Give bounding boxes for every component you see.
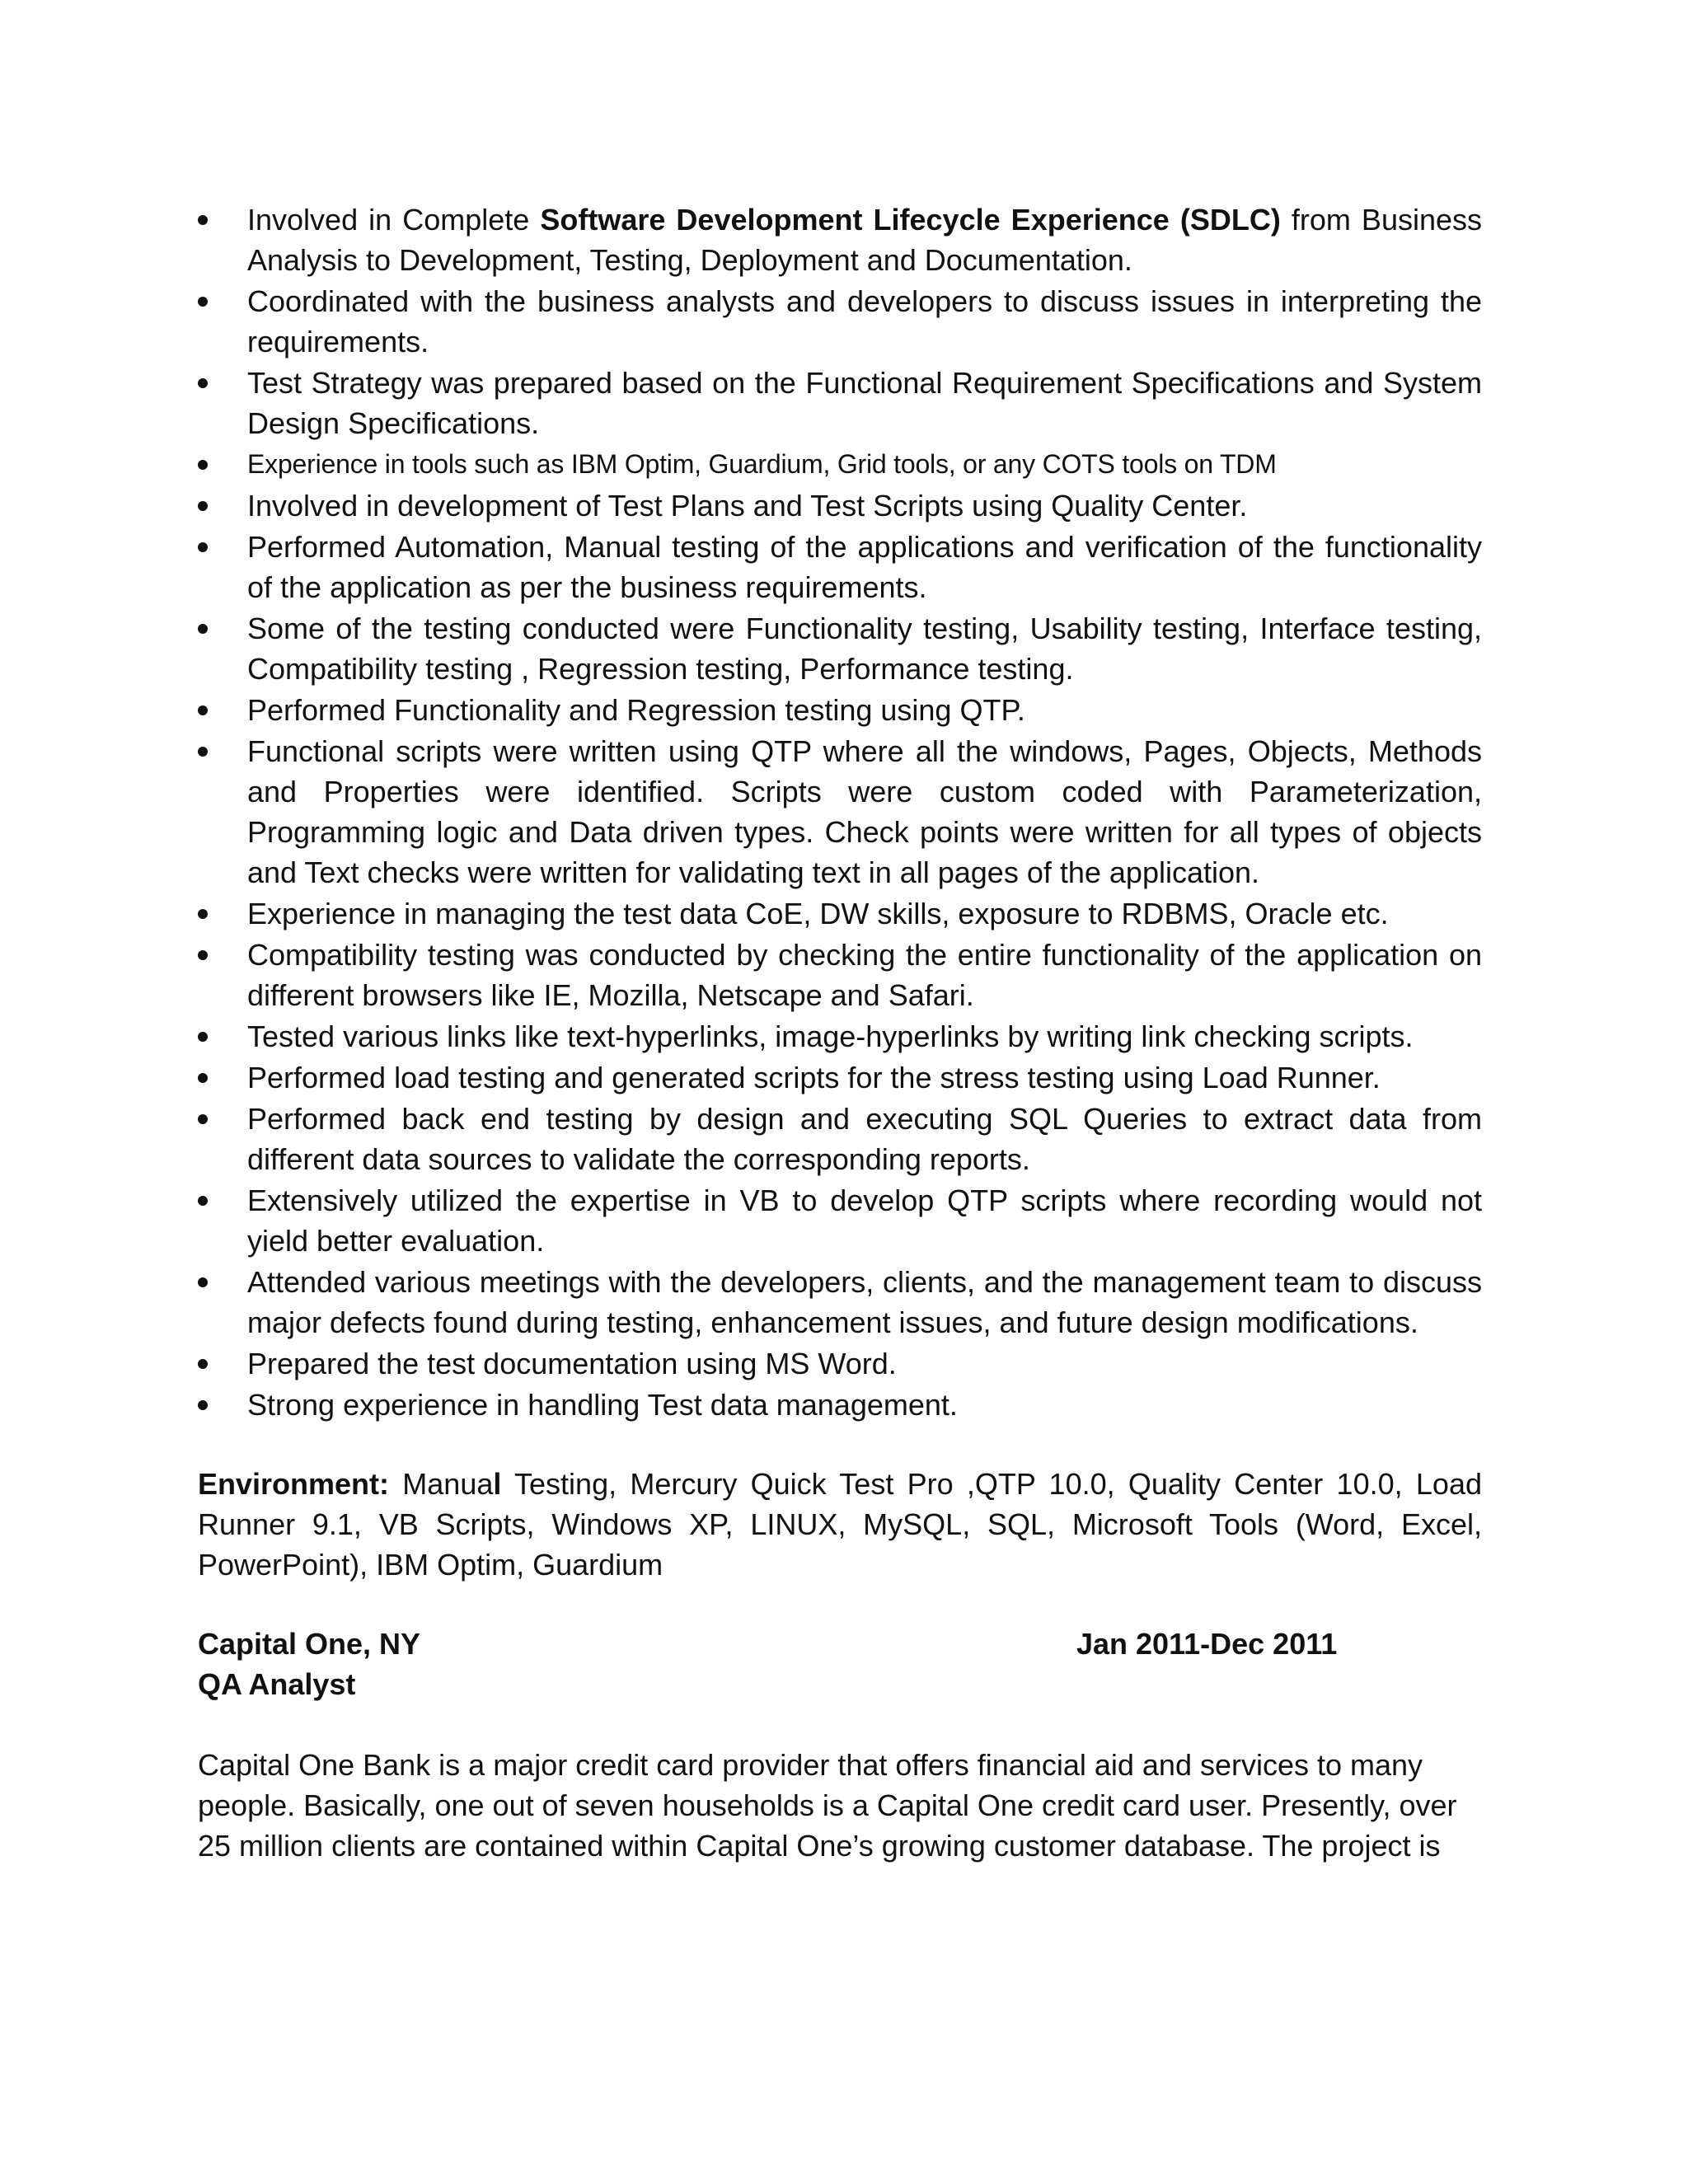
resume-page xyxy=(198,199,1482,1866)
bullet-icon xyxy=(198,1073,208,1083)
list-item xyxy=(198,1343,1482,1384)
bullet-icon xyxy=(198,460,208,470)
bullet-icon xyxy=(198,950,208,960)
bullet-text: Compatibility testing was conducted by checking the entire functionality of the application on different browsers like IE, Mozilla, Netscape and Safari. xyxy=(247,938,1482,1012)
list-item xyxy=(198,1180,1482,1261)
bullet-icon xyxy=(198,1359,208,1369)
bullet-icon xyxy=(198,747,208,757)
bullet-icon xyxy=(198,624,208,634)
bullet-icon xyxy=(198,705,208,715)
list-item xyxy=(198,1099,1482,1179)
bullet-icon xyxy=(198,378,208,388)
bullet-icon xyxy=(198,542,208,552)
bullet-text-bold: Software Development Lifecycle Experience (SDLC) xyxy=(540,203,1281,237)
bullet-icon xyxy=(198,297,208,307)
bullet-text: Experience in tools such as IBM Optim, Guardium, Grid tools, or any COTS tools on TDM xyxy=(247,449,1277,479)
list-item xyxy=(198,690,1482,730)
environment-text: Testing, Mercury Quick Test Pro ,QTP 10.0, Quality Center 10.0, Load Runner 9.1, VB Scripts, Windows XP, LINUX, MySQL, SQL, Microsoft Tools (Word, Excel, PowerPoint), IBM Optim, Guardium xyxy=(198,1467,1482,1582)
bullet-icon xyxy=(198,1032,208,1042)
bullet-icon xyxy=(198,215,208,225)
list-item xyxy=(198,1057,1482,1098)
bullet-icon xyxy=(198,1196,208,1206)
company-name: Capital One, NY xyxy=(198,1627,421,1661)
job-title: QA Analyst xyxy=(198,1667,356,1701)
environment-section xyxy=(198,1464,1482,1585)
list-item xyxy=(198,731,1482,893)
project-description: Capital One Bank is a major credit card provider that offers financial aid and services to many people. Basically, one out of seven households is a Capital One credit card user. Presently, over 25 million clients are contained within Capital One’s growing customer database. The project is xyxy=(198,1748,1457,1863)
bullet-icon xyxy=(198,1114,208,1124)
bullet-text: Performed load testing and generated scripts for the stress testing using Load Runner. xyxy=(247,1061,1381,1094)
bullet-text: Prepared the test documentation using MS Word. xyxy=(247,1347,897,1380)
responsibilities-list xyxy=(198,199,1482,1425)
job-row xyxy=(198,1624,1482,1664)
bullet-text: Some of the testing conducted were Functionality testing, Usability testing, Interface testing, Compatibility testing , Regression testing, Performance testing. xyxy=(247,612,1482,686)
bullet-text: Functional scripts were written using QTP where all the windows, Pages, Objects, Methods and Properties were identified. Scripts were custom coded with Parameterization, Programming logic and Data driven types. Check points were written for all types of objects and Text checks were written for validating text in all pages of the application. xyxy=(247,734,1482,889)
bullet-text: Performed Automation, Manual testing of the applications and verification of the functionality of the application as per the business requirements. xyxy=(247,530,1482,604)
list-item xyxy=(198,1385,1482,1425)
bullet-text: Performed back end testing by design and executing SQL Queries to extract data from different data sources to validate the corresponding reports. xyxy=(247,1102,1482,1176)
list-item xyxy=(198,199,1482,280)
bullet-icon xyxy=(198,909,208,919)
bullet-icon xyxy=(198,501,208,511)
bullet-text: Tested various links like text-hyperlinks, image-hyperlinks by writing link checking scripts. xyxy=(247,1019,1414,1053)
bullet-text: from Business Analysis to Development, Testing, Deployment and Documentation. xyxy=(247,203,1483,277)
environment-text-bold: l xyxy=(493,1467,502,1501)
list-item xyxy=(198,1262,1482,1343)
job-dates: Jan 2011-Dec 2011 xyxy=(1076,1627,1338,1661)
list-item xyxy=(198,935,1482,1015)
bullet-text: Strong experience in handling Test data management. xyxy=(247,1388,958,1422)
list-item xyxy=(198,527,1482,607)
bullet-text: Involved in Complete xyxy=(247,203,541,237)
list-item xyxy=(198,608,1482,689)
bullet-text: Test Strategy was prepared based on the Functional Requirement Specifications and System Design Specifications. xyxy=(247,366,1482,440)
bullet-icon xyxy=(198,1277,208,1287)
list-item xyxy=(198,893,1482,934)
bullet-text: Extensively utilized the expertise in VB to develop QTP scripts where recording would not yield better evaluation. xyxy=(247,1183,1482,1258)
environment-label: Environment: xyxy=(198,1467,390,1501)
list-item xyxy=(198,281,1482,362)
list-item xyxy=(198,444,1482,485)
bullet-icon xyxy=(198,1400,208,1410)
list-item xyxy=(198,1016,1482,1057)
bullet-text: Experience in managing the test data CoE, DW skills, exposure to RDBMS, Oracle etc. xyxy=(247,897,1389,930)
bullet-text: Coordinated with the business analysts and developers to discuss issues in interpreting the requirements. xyxy=(247,284,1482,359)
bullet-text: Involved in development of Test Plans and Test Scripts using Quality Center. xyxy=(247,489,1248,523)
job-header xyxy=(198,1624,1482,1704)
list-item xyxy=(198,485,1482,526)
environment-text: Manua xyxy=(389,1467,494,1501)
bullet-text: Performed Functionality and Regression testing using QTP. xyxy=(247,693,1025,727)
bullet-text: Attended various meetings with the developers, clients, and the management team to discuss major defects found during testing, enhancement issues, and future design modifications. xyxy=(247,1265,1482,1339)
list-item xyxy=(198,363,1482,443)
